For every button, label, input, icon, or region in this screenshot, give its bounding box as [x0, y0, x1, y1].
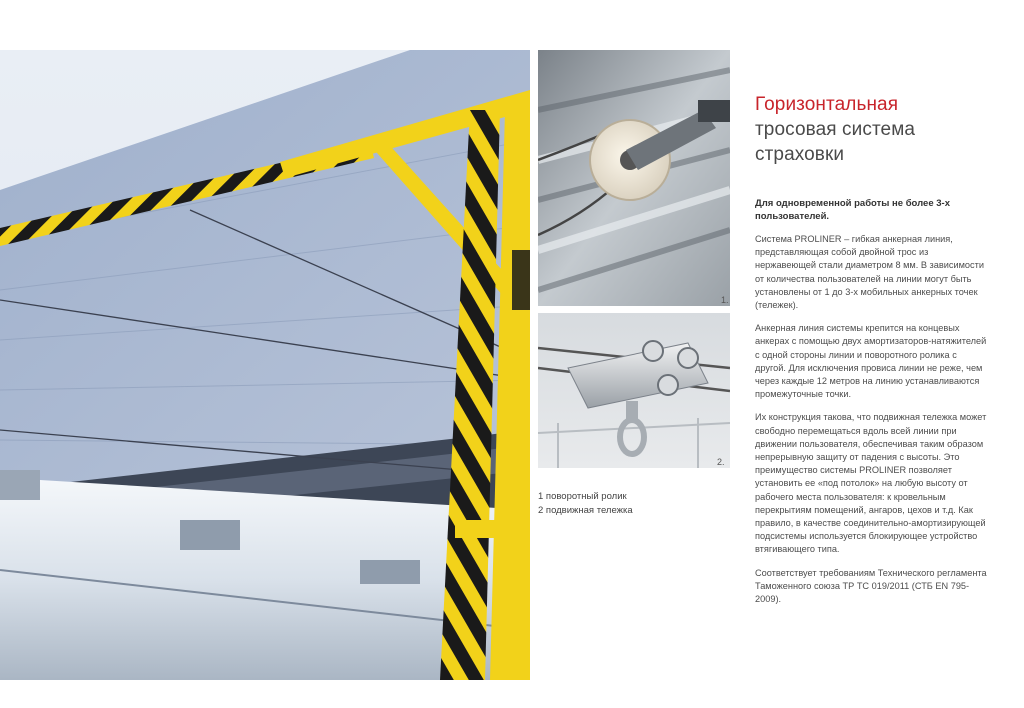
photo-number-2: 2.: [717, 457, 725, 467]
paragraph-2: Анкерная линия системы крепится на концевых анкерах с помощью двух амортизаторов-натяжителей с одной стороны линии и поворотного ролика с другой. Для исключения провиса линии не реже, чем через каждые 12 метров на линию устанавливаются промежуточные точки.: [755, 323, 987, 400]
main-photo: [0, 50, 530, 680]
title-accent: Горизонтальная: [755, 94, 899, 115]
page-title: [755, 92, 987, 167]
trolley-image: [538, 313, 730, 468]
photo-trolley: [538, 313, 730, 468]
pulley-image: [538, 50, 730, 306]
photo-pulley: [538, 50, 730, 306]
lead-text: Для одновременной работы не более 3-х пользователей.: [755, 198, 950, 222]
caption-pulley: 1 поворотный ролик: [538, 491, 627, 502]
paragraph-3: Их конструкция такова, что подвижная тележка может свободно перемещаться вдоль всей линии при движении пользователя, обеспечивая таким образом непрерывную защиту от падения с высоты. Это преимущество системы PROLINER позволяет установить ее «под потолок» на любую высоту от рабочего места пользователя: к кровельным перекрытиям помещений, ангаров, цехов и т.д. Как правило, в качестве соединительно-амортизирующей подсистемы используется блокирующее устройство втягивающего типа.: [755, 412, 987, 555]
photo-captions: [538, 490, 728, 518]
paragraph-1: Система PROLINER – гибкая анкерная линия, представляющая собой двойной трос из нержавеющей стали диаметром 8 мм. В зависимости от количества пользователей на линии могут быть установлены от 1 до 3-х мобильных анкерных точек (тележек).: [755, 234, 984, 311]
title-line-3: страховки: [755, 144, 845, 165]
main-photo-image: [0, 50, 530, 680]
text-column: [755, 92, 987, 606]
caption-trolley: 2 подвижная тележка: [538, 505, 633, 516]
paragraph-4: Соответствует требованиям Технического регламента Таможенного союза ТР ТС 019/2011 (СТБ EN 795-2009).: [755, 567, 987, 605]
title-line-2: тросовая система: [755, 119, 916, 140]
photo-number-1: 1.: [721, 295, 729, 305]
